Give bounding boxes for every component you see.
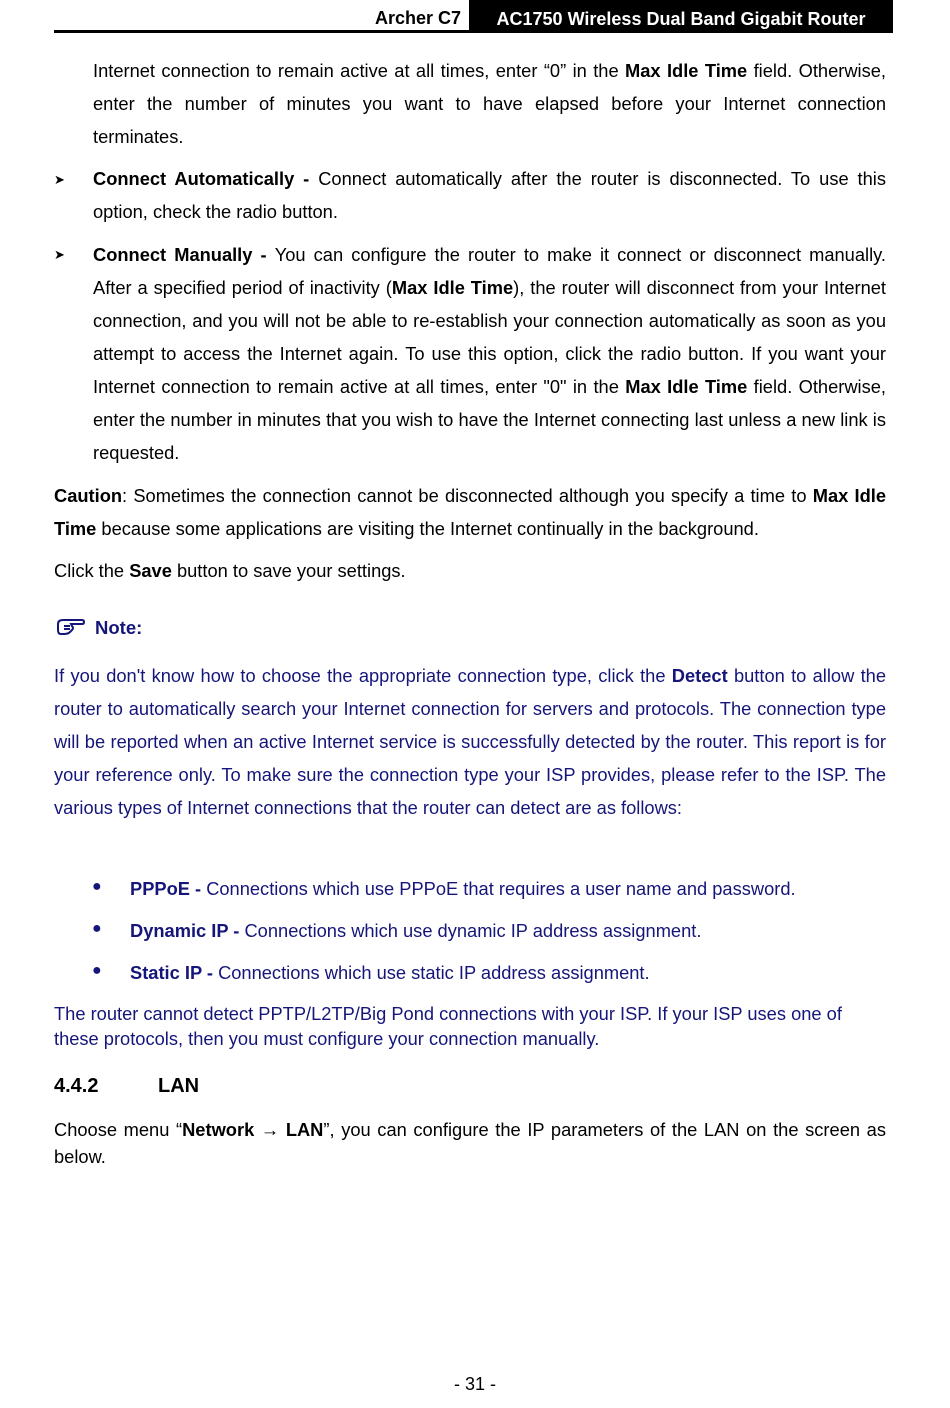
bullet-icon: ● <box>92 962 102 979</box>
text: Choose menu “ <box>54 1119 183 1140</box>
text: Click the <box>54 560 130 581</box>
note-label: Note: <box>95 617 143 638</box>
text: Connect automatically after the router is disconnected. To use this option, check the radio button. <box>93 168 886 222</box>
text: field. Otherwise, enter the number in minutes that you wish to have the Internet connecting last unless a new link is requested. <box>93 376 886 463</box>
text: Connections which use dynamic IP address assignment. <box>244 920 702 941</box>
bold-text: Save <box>129 560 172 581</box>
header-model: Archer C7 <box>374 8 461 28</box>
bold-text: Connect Automatically - <box>93 168 319 189</box>
paragraph-caution <box>54 479 886 545</box>
bold-text: Max Idle Time <box>625 60 748 81</box>
bold-text: LAN <box>285 1119 324 1140</box>
bold-text: Static IP - <box>130 962 219 983</box>
note-paragraph-manual <box>54 1001 884 1051</box>
text: ”, you can configure the IP parameters of the LAN on the screen as below. <box>54 1119 886 1167</box>
bold-text: → <box>254 1119 286 1140</box>
paragraph-max-idle <box>93 54 886 153</box>
bold-text: Dynamic IP - <box>130 920 245 941</box>
paragraph-connect-manually <box>93 238 886 469</box>
bold-text: Detect <box>671 665 728 686</box>
bullet-icon: ● <box>92 920 102 937</box>
bold-text: PPPoE - <box>130 878 207 899</box>
paragraph-connect-automatically <box>93 162 886 228</box>
bullet-icon: ● <box>92 878 102 895</box>
page-header <box>54 0 893 33</box>
section-title: LAN <box>158 1075 200 1097</box>
text: button to allow the router to automatically search your Internet connection for servers and protocols. The connection type will be reported when an active Internet service is successfully detected by the router. This report is for your reference only. To make sure the connection type your ISP provides, please refer to the ISP. The various types of Internet connections that the router can detect are as follows: <box>54 665 886 818</box>
text: Internet connection to remain active at all times, enter “0” in the <box>93 60 626 81</box>
note-paragraph-detect <box>54 659 886 824</box>
pointing-hand-icon <box>56 618 86 641</box>
arrow-bullet-icon: ➤ <box>54 172 65 187</box>
text: Connections which use PPPoE that requires a user name and password. <box>206 878 796 899</box>
text: If you don't know how to choose the appropriate connection type, click the <box>54 665 672 686</box>
text: You can configure the router to make it connect or disconnect manually. After a specified period of inactivity ( <box>93 244 886 298</box>
text: ), the router will disconnect from your Internet connection, and you will not be able to re-establish your connection automatically as soon as you attempt to access the Internet again. To use this option, click the radio button. If you want your Internet connection to remain active at all times, enter "0" in the <box>93 277 887 397</box>
text: Connections which use static IP address assignment. <box>218 962 650 983</box>
page-number: - 31 - <box>453 1374 496 1394</box>
bold-text: Connect Manually - <box>93 244 275 265</box>
bullet-pppoe <box>130 872 890 905</box>
bold-text: Max Idle Time <box>625 376 748 397</box>
text: because some applications are visiting the Internet continually in the background. <box>96 518 759 539</box>
bold-text: Max Idle Time <box>54 485 886 539</box>
bold-text: Max Idle Time <box>391 277 514 298</box>
header-title: AC1750 Wireless Dual Band Gigabit Router <box>469 0 893 30</box>
bullet-static-ip <box>130 956 890 989</box>
arrow-bullet-icon: ➤ <box>54 247 65 262</box>
text: The router cannot detect PPTP/L2TP/Big Pond connections with your ISP. If your ISP uses one of these protocols, then you must configure your connection manually. <box>54 1003 842 1049</box>
section-number: 4.4.2 <box>54 1075 99 1097</box>
text: : Sometimes the connection cannot be disconnected although you specify a time to <box>122 485 813 506</box>
bullet-dynamic-ip <box>130 914 890 947</box>
text: field. Otherwise, enter the number of minutes you want to have elapsed before your Internet connection terminates. <box>93 60 886 147</box>
bold-text: Network <box>182 1119 255 1140</box>
paragraph-choose-menu <box>54 1116 886 1170</box>
text: button to save your settings. <box>171 560 406 581</box>
bold-text: Caution <box>54 485 123 506</box>
paragraph-save <box>54 554 886 587</box>
